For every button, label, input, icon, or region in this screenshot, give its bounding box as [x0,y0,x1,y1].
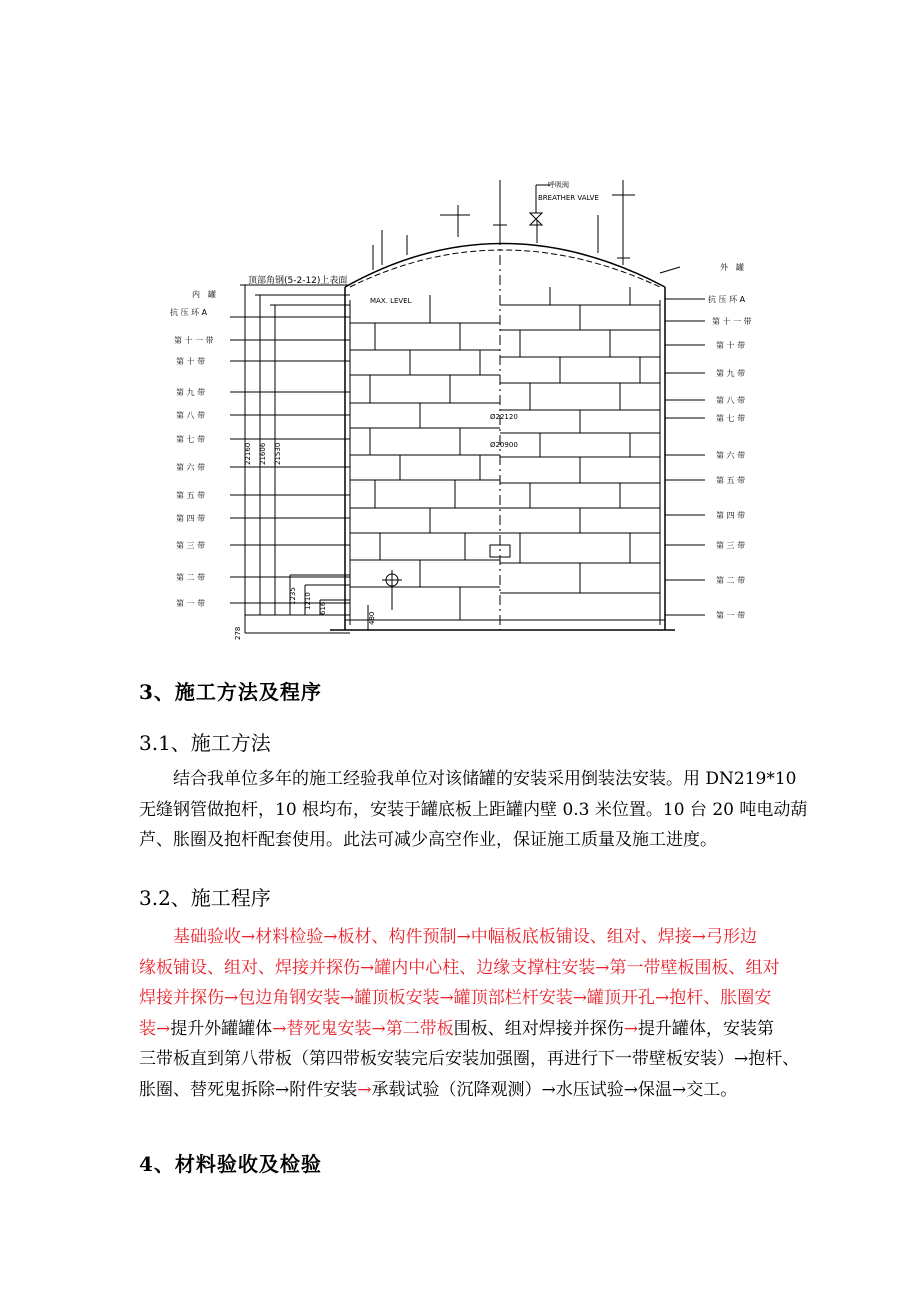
dim-d7: 278 [234,626,242,640]
proc-seg: 提升罐体，安装第 [638,1018,774,1039]
label-left-ring11: 第 十 一 带 [174,336,214,345]
label-right-ring3: 第 三 带 [716,541,746,550]
label-right-ring5: 第 五 带 [716,476,746,485]
dim-d8: 480 [368,611,376,625]
proc-seg: → [357,1079,372,1100]
label-right-ring6: 第 六 带 [716,451,746,460]
label-left-ring4: 第 四 带 [176,514,206,523]
proc-seg: 装→ [139,1018,171,1039]
dim-d5: 1210 [304,592,312,610]
label-breather-cn: 呼吸阀 [548,181,569,189]
para-line: 芦、胀圈及抱杆配套使用。此法可减少高空作业，保证施工质量及施工进度。 [139,830,717,851]
label-right-ring10: 第 十 带 [716,341,746,350]
label-diam2: Ø20900 [490,441,518,449]
para-line: 无缝钢管做抱杆，10 根均布，安装于罐底板上距罐内壁 0.3 米位置。10 台 20 吨电动葫 [139,799,808,820]
label-right-ring7: 第 七 带 [716,414,746,423]
label-right-ring1: 第 一 带 [716,611,746,620]
section3-title: 3、施工方法及程序 [139,680,322,704]
label-right-ring9: 第 九 带 [716,369,746,378]
label-right-ring8: 第 八 带 [716,396,746,405]
label-left-ring-a: 抗 压 环 A [170,308,208,317]
label-top-note: 顶部角钢(5-2-12)上表面 [248,276,348,286]
section3-2-title: 3.2、施工程序 [139,886,271,910]
label-left-ring1: 第 一 带 [176,599,206,608]
dim-d1: 22160 [244,442,252,465]
label-max-level: MAX. LEVEL [370,297,412,305]
label-right-ring4: 第 四 带 [716,511,746,520]
dim-d4: 1235 [289,587,297,605]
section3-1-body [139,764,839,856]
label-left-ring6: 第 六 带 [176,463,206,472]
label-left-ring9: 第 九 带 [176,388,206,397]
para-line: 结合我单位多年的施工经验我单位对该储罐的安装采用倒装法安装。用 DN219*10 [139,769,797,789]
proc-line: 基础验收→材料检验→板材、构件预制→中幅板底板铺设、组对、焊接→弓形边 [139,927,757,947]
label-left-ring8: 第 八 带 [176,411,206,420]
proc-seg: 提升外罐罐体 [170,1018,273,1039]
proc-line-mixed [139,1075,839,1106]
label-diam1: Ø22120 [490,413,518,421]
proc-seg: 胀圈、替死鬼拆除→附件安装 [139,1079,358,1100]
label-left-ring2: 第 二 带 [176,573,206,582]
proc-line: 焊接并探伤→包边角钢安装→罐顶板安装→罐顶部栏杆安装→罐顶开孔→抱杆、胀圈安 [139,988,772,1009]
label-left-ring3: 第 三 带 [176,541,206,550]
proc-seg: → [623,1018,638,1039]
proc-seg: 围板、组对焊接并探伤 [453,1018,624,1039]
label-left-ring7: 第 七 带 [176,435,206,444]
section4-title: 4、材料验收及检验 [139,1152,322,1176]
label-right-ring2: 第 二 带 [716,576,746,585]
label-right-ring-a: 抗 压 环 A [708,295,746,304]
dim-d6: 616 [319,601,327,615]
proc-line-mixed [139,1014,839,1045]
label-outer-tank: 外 罐 [720,263,744,272]
proc-seg: 承载试验（沉降观测）→水压试验→保温→交工。 [371,1079,738,1100]
dim-d2: 21606 [259,442,267,465]
label-inner-tank: 内 罐 [192,290,216,299]
section3-1-title: 3.1、施工方法 [139,731,271,755]
dim-d3: 21530 [274,442,282,465]
label-left-ring5: 第 五 带 [176,491,206,500]
label-left-ring10: 第 十 带 [176,357,206,366]
proc-seg: →替死鬼安装→第二带板 [272,1018,454,1039]
proc-line: 三带板直到第八带板（第四带板安装完后安装加强圈，再进行下一带壁板安装）→抱杆、 [139,1049,800,1070]
section3-2-body [139,922,839,1106]
tank-elevation-drawing [160,175,780,645]
proc-line: 缘板铺设、组对、焊接并探伤→罐内中心柱、边缘支撑柱安装→第一带壁板围板、组对 [139,957,780,978]
label-right-ring11: 第 十 一 带 [712,317,752,326]
label-breather-en: BREATHER VALVE [538,194,599,202]
